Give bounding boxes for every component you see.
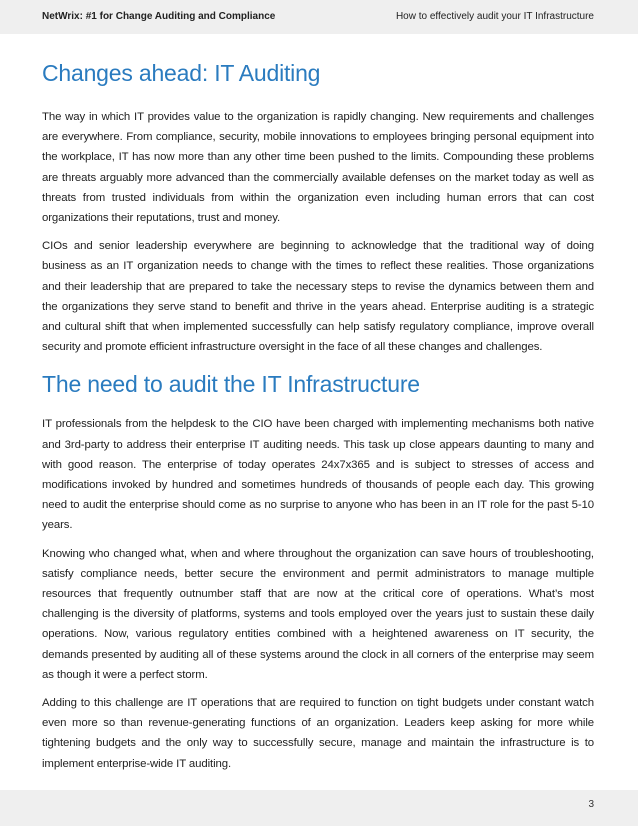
header-right-text: How to effectively audit your IT Infrastructure [395, 11, 594, 22]
page-content [42, 48, 594, 782]
body-paragraph: Adding to this challenge are IT operations that are required to function on tight budgets under constant watch even more so than revenue-generating functions of an organization. Leaders keep asking for more while tightening budgets and the only way to successfully secure, manage and maintain the infrastructure is to implement enterprise-wide IT auditing. [42, 697, 594, 770]
header-left-text: NetWrix: #1 for Change Auditing and Compliance [42, 11, 276, 22]
page-footer [0, 790, 638, 826]
body-paragraph: IT professionals from the helpdesk to the CIO have been charged with implementing mechanisms both native and 3rd-party to address their enterprise IT auditing needs. This task up close appears daunting to many and with good reason. The enterprise of today operates 24x7x365 and is subject to stresses of access and modifications invoked by hundred and sometimes hundreds of thousands of people each day. This growing need to audit the enterprise should come as no surprise to anyone who has been in an IT role for the past 5-10 years. [42, 418, 594, 532]
page-number: 3 [588, 799, 594, 810]
body-paragraph: The way in which IT provides value to the organization is rapidly changing. New requirements and challenges are everywhere. From compliance, security, mobile innovations to employees bringing personal equipment into the workplace, IT has now more than any other time been pushed to the limits. Compounding these problems are threats arguably more advanced than the commercially available defenses on the market today as well as threats from trusted individuals from within the organization even including human errors that can cost organizations their reputations, trust and money. [42, 111, 594, 225]
body-paragraph: Knowing who changed what, when and where throughout the organization can save hours of troubleshooting, satisfy compliance needs, better secure the environment and permit administrators to manage multiple resources that frequently outnumber staff that are now at the critical core of operations. What’s most challenging is the diversity of platforms, systems and tools employed over the years just to sustain these daily operations. Now, various regulatory entities combined with a heightened awareness on IT security, the demands presented by auditing all of these systems around the clock in all corners of the enterprise may seem as though it were a perfect storm. [42, 547, 594, 681]
section-heading-changes-ahead: Changes ahead: IT Auditing [42, 60, 321, 86]
section-heading-need-to-audit: The need to audit the IT Infrastructure [42, 371, 420, 398]
body-paragraph: CIOs and senior leadership everywhere are beginning to acknowledge that the traditional way of doing business as an IT organization needs to change with the times to reflect these realities. Those organizations and their leadership that are prepared to take the necessary steps to revise the dynamics between them and the organizations they serve stand to benefit and thrive in the years ahead. Enterprise auditing is a strategic and cultural shift that when implemented successfully can help satisfy regulatory compliance, improve overall security and promote efficient infrastructure oversight in the face of all these changes and challenges. [42, 240, 594, 354]
page-header [0, 0, 638, 34]
